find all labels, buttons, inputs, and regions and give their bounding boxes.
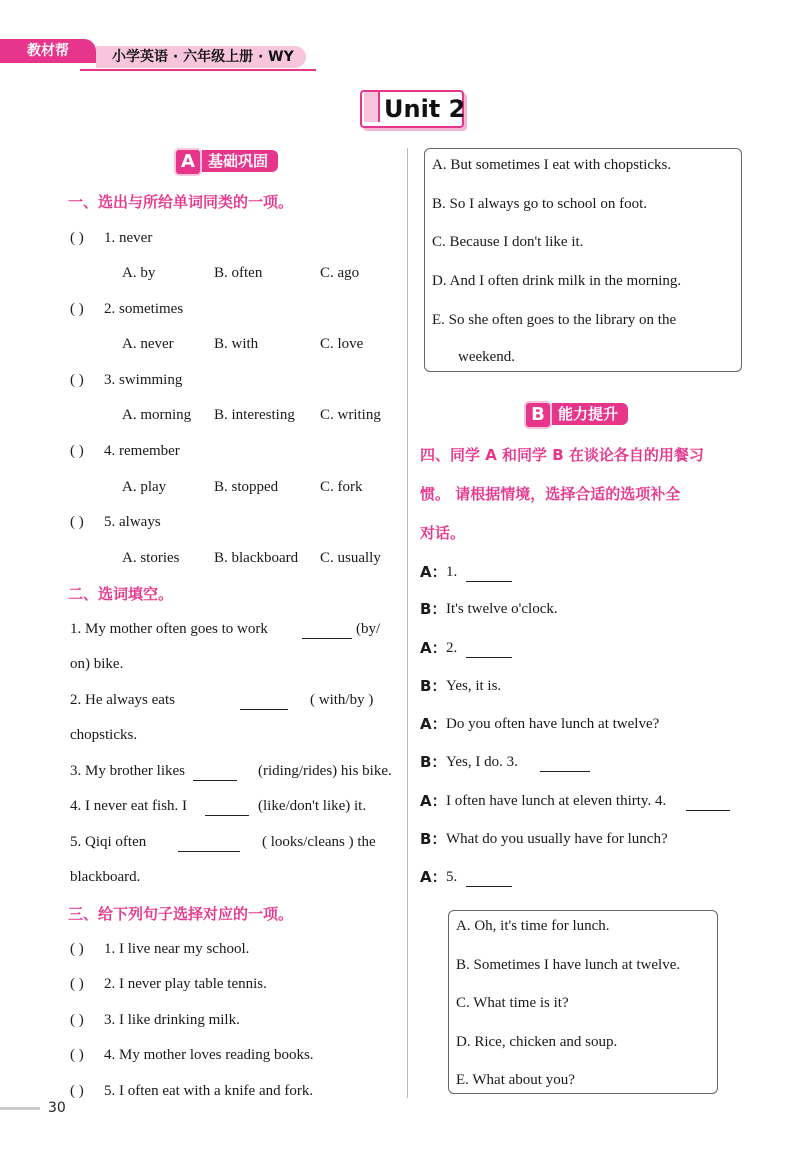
q2-line-text: 3. My brother likes bbox=[70, 763, 185, 779]
fill-blank[interactable] bbox=[466, 872, 512, 887]
q3-option: A. But sometimes I eat with chopsticks. bbox=[432, 157, 672, 173]
speaker-label: B： bbox=[420, 830, 447, 848]
speaker-label: B： bbox=[420, 753, 447, 771]
q4-heading-3: 对话。 bbox=[420, 524, 466, 542]
q3-option: D. And I often drink milk in the morning. bbox=[432, 273, 682, 289]
q4-heading-1: 四、同学 A 和同学 B 在谈论各自的用餐习 bbox=[420, 446, 704, 464]
q3-item: 4. My mother loves reading books. bbox=[104, 1047, 314, 1063]
q2-line-choices: (by/ bbox=[356, 621, 381, 637]
dialog-text: Yes, it is. bbox=[446, 678, 502, 694]
dialog-text: 2. bbox=[446, 640, 458, 656]
answer-paren[interactable]: ( ) bbox=[70, 301, 84, 317]
answer-paren[interactable]: ( ) bbox=[70, 443, 84, 459]
q1-option-c: C. fork bbox=[320, 479, 363, 495]
footer-rule bbox=[0, 1107, 40, 1110]
q3-option: E. So she often goes to the library on the bbox=[432, 312, 677, 328]
fill-blank[interactable] bbox=[178, 837, 240, 852]
q1-option-c: C. ago bbox=[320, 265, 360, 281]
q4-option: D. Rice, chicken and soup. bbox=[456, 1034, 618, 1050]
q3-option: weekend. bbox=[458, 349, 516, 365]
q3-item: 5. I often eat with a knife and fork. bbox=[104, 1083, 314, 1099]
q2-heading: 二、选词填空。 bbox=[68, 585, 174, 603]
q2-line-text: 4. I never eat fish. I bbox=[70, 798, 188, 814]
unit-title: Unit 2 bbox=[384, 95, 466, 123]
q2-line-text: 1. My mother often goes to work bbox=[70, 621, 268, 637]
q3-options-box bbox=[424, 148, 742, 372]
answer-paren[interactable]: ( ) bbox=[70, 1083, 84, 1099]
answer-paren[interactable]: ( ) bbox=[70, 976, 84, 992]
fill-blank[interactable] bbox=[686, 796, 730, 811]
q2-line-choices: (riding/rides) his bike. bbox=[258, 763, 392, 779]
answer-paren[interactable]: ( ) bbox=[70, 1047, 84, 1063]
speaker-label: A： bbox=[420, 715, 447, 733]
q4-option: B. Sometimes I have lunch at twelve. bbox=[456, 957, 681, 973]
q2-line-text: 5. Qiqi often bbox=[70, 834, 147, 850]
q1-stem: 1. never bbox=[104, 230, 153, 246]
q2-line-text: chopsticks. bbox=[70, 727, 138, 743]
fill-blank[interactable] bbox=[240, 695, 288, 710]
column-divider bbox=[407, 148, 408, 1098]
q1-stem: 5. always bbox=[104, 514, 161, 530]
q3-item: 3. I like drinking milk. bbox=[104, 1012, 240, 1028]
answer-paren[interactable]: ( ) bbox=[70, 514, 84, 530]
dialog-text: It's twelve o'clock. bbox=[446, 601, 558, 617]
fill-blank[interactable] bbox=[540, 757, 590, 772]
q3-item: 2. I never play table tennis. bbox=[104, 976, 267, 992]
q1-option-a: A. stories bbox=[122, 550, 180, 566]
q1-heading: 一、选出与所给单词同类的一项。 bbox=[68, 193, 294, 211]
dialog-text: 5. bbox=[446, 869, 458, 885]
speaker-label: A： bbox=[420, 792, 447, 810]
fill-blank[interactable] bbox=[205, 801, 249, 816]
section-a-letter: A bbox=[174, 148, 202, 176]
header-rule bbox=[80, 69, 316, 71]
dialog-text: Yes, I do. 3. bbox=[446, 754, 518, 770]
section-b-label: 能力提升 bbox=[552, 403, 628, 425]
answer-paren[interactable]: ( ) bbox=[70, 372, 84, 388]
book-icon bbox=[364, 92, 380, 122]
q1-stem: 3. swimming bbox=[104, 372, 183, 388]
q1-option-c: C. love bbox=[320, 336, 364, 352]
page-number: 30 bbox=[48, 1100, 66, 1116]
q2-line-choices: ( with/by ) bbox=[310, 692, 374, 708]
q1-option-c: C. usually bbox=[320, 550, 381, 566]
section-b-letter: B bbox=[524, 401, 552, 429]
speaker-label: A： bbox=[420, 639, 447, 657]
q3-option: C. Because I don't like it. bbox=[432, 234, 584, 250]
q1-option-b: B. often bbox=[214, 265, 263, 281]
answer-paren[interactable]: ( ) bbox=[70, 230, 84, 246]
dialog-text: What do you usually have for lunch? bbox=[446, 831, 668, 847]
q3-option: B. So I always go to school on foot. bbox=[432, 196, 647, 212]
q4-option: C. What time is it? bbox=[456, 995, 569, 1011]
speaker-label: A： bbox=[420, 563, 447, 581]
q2-line-text: blackboard. bbox=[70, 869, 141, 885]
q1-option-a: A. play bbox=[122, 479, 167, 495]
fill-blank[interactable] bbox=[466, 643, 512, 658]
speaker-label: B： bbox=[420, 677, 447, 695]
q1-option-b: B. blackboard bbox=[214, 550, 299, 566]
dialog-text: Do you often have lunch at twelve? bbox=[446, 716, 660, 732]
answer-paren[interactable]: ( ) bbox=[70, 941, 84, 957]
q1-stem: 2. sometimes bbox=[104, 301, 184, 317]
q2-line-text: on) bike. bbox=[70, 656, 124, 672]
q1-option-c: C. writing bbox=[320, 407, 381, 423]
speaker-label: A： bbox=[420, 868, 447, 886]
answer-paren[interactable]: ( ) bbox=[70, 1012, 84, 1028]
q1-option-a: A. by bbox=[122, 265, 156, 281]
section-a-label: 基础巩固 bbox=[202, 150, 278, 172]
header-title: 小学英语 · 六年级上册 · WY bbox=[112, 49, 294, 65]
q4-option: A. Oh, it's time for lunch. bbox=[456, 918, 610, 934]
dialog-text: I often have lunch at eleven thirty. 4. bbox=[446, 793, 667, 809]
fill-blank[interactable] bbox=[193, 766, 237, 781]
q2-line-choices: (like/don't like) it. bbox=[258, 798, 367, 814]
dialog-text: 1. bbox=[446, 564, 458, 580]
q2-line-text: 2. He always eats bbox=[70, 692, 175, 708]
q1-option-b: B. stopped bbox=[214, 479, 279, 495]
q1-stem: 4. remember bbox=[104, 443, 180, 459]
fill-blank[interactable] bbox=[466, 567, 512, 582]
q4-heading-2: 惯。 请根据情境，选择合适的选项补全 bbox=[420, 485, 681, 503]
q3-heading: 三、给下列句子选择对应的一项。 bbox=[68, 905, 294, 923]
q1-option-b: B. interesting bbox=[214, 407, 295, 423]
q1-option-a: A. morning bbox=[122, 407, 192, 423]
q4-option: E. What about you? bbox=[456, 1072, 575, 1088]
q3-item: 1. I live near my school. bbox=[104, 941, 250, 957]
fill-blank[interactable] bbox=[302, 624, 352, 639]
q2-line-choices: ( looks/cleans ) the bbox=[262, 834, 376, 850]
header-tab: 教材帮 bbox=[0, 39, 96, 63]
q1-option-a: A. never bbox=[122, 336, 174, 352]
q1-option-b: B. with bbox=[214, 336, 259, 352]
speaker-label: B： bbox=[420, 600, 447, 618]
